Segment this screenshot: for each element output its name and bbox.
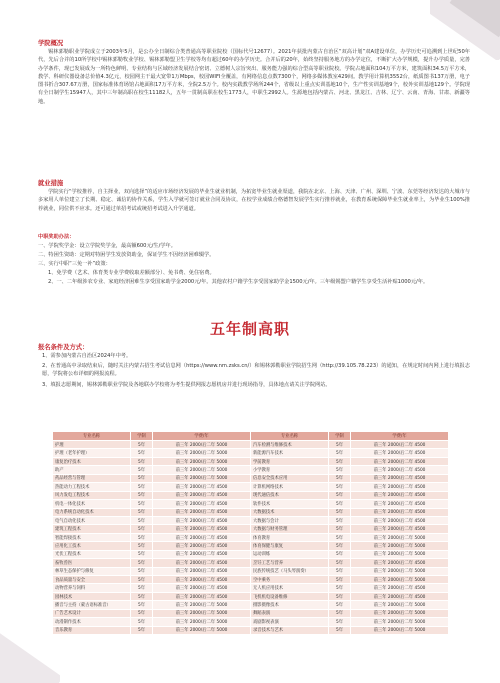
table-row (53, 457, 449, 465)
right-duration-cell: 5年 (329, 508, 351, 516)
left-duration-cell: 5年 (131, 550, 153, 558)
table-row (53, 483, 449, 491)
table-row (53, 508, 449, 516)
left-major-cell: 电力系统自动化技术 (53, 508, 131, 516)
table-row (53, 618, 449, 626)
left-duration-cell: 5年 (131, 474, 153, 482)
left-fee-cell: 前三年 2000/后二年 5000 (153, 466, 251, 474)
left-duration-cell: 5年 (131, 457, 153, 465)
right-fee-cell: 前三年 2000/后二年 4500 (351, 491, 449, 499)
table-row (53, 592, 449, 600)
right-duration-cell: 5年 (329, 592, 351, 600)
header-duration-right: 学制 (329, 432, 351, 441)
scholarship-line-1: 一、学院奖学金：设立学院奖学金，最高额600元/生/学年。 (38, 243, 176, 249)
right-fee-cell: 前三年 2000/后二年 4500 (351, 516, 449, 524)
left-fee-cell: 前三年 2000/后二年 5000 (153, 601, 251, 609)
right-duration-cell: 5年 (329, 466, 351, 474)
left-major-cell: 助产 (53, 466, 131, 474)
left-major-cell: 食品质量与安全 (53, 576, 131, 584)
left-duration-cell: 5年 (131, 567, 153, 575)
employment-title: 就业措施 (38, 180, 64, 187)
left-duration-cell: 5年 (131, 533, 153, 541)
table-row (53, 533, 449, 541)
table-row (53, 466, 449, 474)
left-major-cell: 护理（老年护理） (53, 449, 131, 457)
header-fee-right: 学费/年 (351, 432, 449, 441)
right-fee-cell: 前三年 2000/后二年 5000 (351, 567, 449, 575)
overview-paragraph (38, 48, 470, 106)
left-duration-cell: 5年 (131, 559, 153, 567)
left-duration-cell: 5年 (131, 609, 153, 617)
right-duration-cell: 5年 (329, 457, 351, 465)
right-duration-cell: 5年 (329, 601, 351, 609)
right-fee-cell: 前三年 2000/后二年 4500 (351, 483, 449, 491)
right-major-cell: 空中乘务 (251, 576, 329, 584)
corner-decoration-bottom-left (0, 633, 60, 683)
table-row (53, 474, 449, 482)
right-fee-cell: 前三年 2000/后二年 4500 (351, 441, 449, 449)
left-major-cell: 护理 (53, 441, 131, 449)
left-major-cell: 热能动力工程技术 (53, 483, 131, 491)
right-fee-cell: 前三年 2000/后二年 4500 (351, 457, 449, 465)
left-fee-cell: 前三年 2000/后二年 4500 (153, 576, 251, 584)
right-major-cell: 汽车检测与维修技术 (251, 441, 329, 449)
left-major-cell: 播音与主持（蒙古语标准音） (53, 601, 131, 609)
left-major-cell: 园林技术 (53, 592, 131, 600)
header-duration-left: 学制 (131, 432, 153, 441)
left-major-cell: 电气自动化技术 (53, 516, 131, 524)
table-row (53, 449, 449, 457)
left-major-cell: 风力发电工程技术 (53, 491, 131, 499)
left-major-cell: 动漫制作技术 (53, 618, 131, 626)
table-row (53, 576, 449, 584)
left-duration-cell: 5年 (131, 508, 153, 516)
right-major-cell: 无人机应用技术 (251, 584, 329, 592)
left-fee-cell: 前三年 2000/后二年 4500 (153, 525, 251, 533)
left-fee-cell: 前三年 2000/后二年 5000 (153, 618, 251, 626)
right-fee-cell: 前三年 2000/后二年 5000 (351, 533, 449, 541)
right-major-cell: 体育保健与康复 (251, 542, 329, 550)
left-fee-cell: 前三年 2000/后二年 4500 (153, 533, 251, 541)
left-fee-cell: 前三年 2000/后二年 5000 (153, 626, 251, 634)
left-fee-cell: 前三年 2000/后二年 4500 (153, 483, 251, 491)
right-duration-cell: 5年 (329, 609, 351, 617)
right-fee-cell: 前三年 2000/后二年 4500 (351, 500, 449, 508)
right-major-cell: 舞蹈表演 (251, 609, 329, 617)
left-major-cell: 林草生态保护与修复 (53, 567, 131, 575)
left-duration-cell: 5年 (131, 592, 153, 600)
apply-line-2-wrap (42, 362, 470, 379)
left-fee-cell: 前三年 2000/后二年 5000 (153, 474, 251, 482)
header-major-right: 专业名称 (251, 432, 329, 441)
right-fee-cell: 前三年 2000/后二年 4500 (351, 525, 449, 533)
table-row (53, 500, 449, 508)
right-fee-cell: 前三年 2000/后二年 5000 (351, 601, 449, 609)
right-fee-cell: 前三年 2000/后二年 5000 (351, 609, 449, 617)
table-row (53, 567, 449, 575)
left-fee-cell: 前三年 2000/后二年 4500 (153, 584, 251, 592)
right-major-cell: 新能源汽车技术 (251, 449, 329, 457)
left-duration-cell: 5年 (131, 441, 153, 449)
left-major-cell: 畜牧兽医 (53, 559, 131, 567)
right-fee-cell: 前三年 2000/后二年 5000 (351, 618, 449, 626)
left-duration-cell: 5年 (131, 576, 153, 584)
right-major-cell: 小学教育 (251, 466, 329, 474)
header-fee-left: 学费/年 (153, 432, 251, 441)
left-fee-cell: 前三年 2000/后二年 4500 (153, 567, 251, 575)
left-duration-cell: 5年 (131, 542, 153, 550)
table-header-row (53, 432, 449, 441)
right-fee-cell: 前三年 2000/后二年 5000 (351, 626, 449, 634)
right-duration-cell: 5年 (329, 576, 351, 584)
header-major-left: 专业名称 (53, 432, 131, 441)
apply-line-1: 1、需参加内蒙古自治区2024年中考。 (42, 353, 132, 359)
table-row (53, 609, 449, 617)
right-fee-cell: 前三年 2000/后二年 4500 (351, 474, 449, 482)
majors-table (52, 431, 449, 635)
right-duration-cell: 5年 (329, 516, 351, 524)
right-duration-cell: 5年 (329, 474, 351, 482)
left-fee-cell: 前三年 2000/后二年 4500 (153, 508, 251, 516)
employment-text: 学院实行“学校推荐，自主择业，双向选择”的适应市场经济发展的毕业生就业机制，为拓宽毕业生就业渠道，我院在北京、上海、天津、广州、深圳、宁波、东莞等经济发达的大城市与多家用人单位建立了长期、稳定、诚信的协作关系，学生入学就可签订就业合同及协议，在校学业成绩合格德智发展学生实行推荐就业，在教育系统保障毕业生就业率上，为毕业生100%推荐就业，同位供不应求。还可通过单招考试或统招考试进入升学通道。 (38, 189, 470, 212)
apply-line-3: 3、填报志愿期间，锡林郭勒职业学院及各地联办学校将为考生提供网报志愿机房并进行现场指导，具体地点请关注学院网站。 (42, 382, 331, 388)
left-major-cell: 药品经营与管理 (53, 474, 131, 482)
table-row (53, 491, 449, 499)
left-major-cell: 建筑工程技术 (53, 525, 131, 533)
right-major-cell: 学前教育 (251, 457, 329, 465)
table-row (53, 626, 449, 634)
right-duration-cell: 5年 (329, 533, 351, 541)
right-duration-cell: 5年 (329, 483, 351, 491)
scholarship-line-5-wrap (48, 278, 470, 286)
left-duration-cell: 5年 (131, 626, 153, 634)
table-row (53, 601, 449, 609)
scholarship-line-3: 三、实行中职“三免一补”政策： (38, 261, 111, 267)
right-fee-cell: 前三年 2000/后二年 4500 (351, 592, 449, 600)
left-major-cell: 智能焊接技术 (53, 533, 131, 541)
left-fee-cell: 前三年 2000/后二年 4500 (153, 592, 251, 600)
left-fee-cell: 前三年 2000/后二年 5000 (153, 449, 251, 457)
right-duration-cell: 5年 (329, 449, 351, 457)
left-duration-cell: 5年 (131, 483, 153, 491)
right-major-cell: 大数据与财务管理 (251, 525, 329, 533)
left-duration-cell: 5年 (131, 466, 153, 474)
employment-paragraph (38, 188, 470, 213)
right-major-cell: 烹饪工艺与营养 (251, 559, 329, 567)
five-year-heading: 五年制高职 (209, 320, 290, 338)
table-row (53, 542, 449, 550)
right-fee-cell: 前三年 2000/后二年 4500 (351, 508, 449, 516)
right-fee-cell: 前三年 2000/后二年 4500 (351, 466, 449, 474)
left-fee-cell: 前三年 2000/后二年 5000 (153, 457, 251, 465)
right-major-cell: 戏剧影视表演 (251, 618, 329, 626)
left-fee-cell: 前三年 2000/后二年 4500 (153, 516, 251, 524)
right-major-cell: 摄影摄像技术 (251, 601, 329, 609)
overview-title: 学院概况 (38, 40, 64, 47)
left-major-cell: 广告艺术设计 (53, 609, 131, 617)
left-duration-cell: 5年 (131, 525, 153, 533)
left-fee-cell: 前三年 2000/后二年 5000 (153, 441, 251, 449)
left-major-cell: 应用化工技术 (53, 542, 131, 550)
left-fee-cell: 前三年 2000/后二年 4500 (153, 500, 251, 508)
left-major-cell: 音乐教育 (53, 626, 131, 634)
right-duration-cell: 5年 (329, 500, 351, 508)
apply-title: 报名条件及方式： (38, 344, 89, 351)
right-duration-cell: 5年 (329, 441, 351, 449)
left-major-cell: 动物营养与饲料 (53, 584, 131, 592)
right-fee-cell: 前三年 2000/后二年 4500 (351, 584, 449, 592)
majors-table-body (53, 441, 449, 635)
left-fee-cell: 前三年 2000/后二年 4500 (153, 550, 251, 558)
right-duration-cell: 5年 (329, 559, 351, 567)
left-duration-cell: 5年 (131, 500, 153, 508)
scholarship-line-5: 2、一、二年级涉农专业、家庭经济困难生享受国家助学金2000元/年。其他农村户籍学生享受国家助学金1500元/年。三年级锡盟户籍学生享受生活补贴1000元/年。 (48, 279, 429, 285)
left-duration-cell: 5年 (131, 601, 153, 609)
table-row (53, 525, 449, 533)
right-major-cell: 体育教育 (251, 533, 329, 541)
scholarship-line-4: 1、免学费（艺术、体育类专业学费收取差额部分）、免书费、免住宿费。 (48, 270, 215, 276)
left-fee-cell: 前三年 2000/后二年 5000 (153, 609, 251, 617)
right-fee-cell: 前三年 2000/后二年 5000 (351, 542, 449, 550)
left-fee-cell: 前三年 2000/后二年 4500 (153, 559, 251, 567)
scholarship-line-2: 二、特困生资助：定期对特困学生发放资助金，保证学生不因经济困难辍学。 (38, 252, 215, 258)
left-duration-cell: 5年 (131, 584, 153, 592)
left-fee-cell: 前三年 2000/后二年 4500 (153, 542, 251, 550)
right-fee-cell: 前三年 2000/后二年 5000 (351, 550, 449, 558)
left-major-cell: 光伏工程技术 (53, 550, 131, 558)
right-duration-cell: 5年 (329, 550, 351, 558)
right-duration-cell: 5年 (329, 491, 351, 499)
left-major-cell: 机电一体化技术 (53, 500, 131, 508)
right-major-cell: 软件技术 (251, 500, 329, 508)
right-duration-cell: 5年 (329, 626, 351, 634)
right-duration-cell: 5年 (329, 542, 351, 550)
right-duration-cell: 5年 (329, 584, 351, 592)
right-fee-cell: 前三年 2000/后二年 5000 (351, 576, 449, 584)
right-major-cell: 大数据与会计 (251, 516, 329, 524)
left-duration-cell: 5年 (131, 491, 153, 499)
right-major-cell: 飞机机电设备维修 (251, 592, 329, 600)
left-duration-cell: 5年 (131, 618, 153, 626)
table-row (53, 516, 449, 524)
right-major-cell: 信息安全技术应用 (251, 474, 329, 482)
table-row (53, 559, 449, 567)
right-fee-cell: 前三年 2000/后二年 4500 (351, 449, 449, 457)
right-fee-cell: 前三年 2000/后二年 4500 (351, 559, 449, 567)
right-major-cell: 计算机网络技术 (251, 483, 329, 491)
left-duration-cell: 5年 (131, 516, 153, 524)
right-major-cell: 运动训练 (251, 550, 329, 558)
left-major-cell: 康复治疗技术 (53, 457, 131, 465)
right-major-cell: 民族传统技艺（马头琴演奏） (251, 567, 329, 575)
table-row (53, 584, 449, 592)
table-row (53, 441, 449, 449)
right-major-cell: 录音技术与艺术 (251, 626, 329, 634)
right-major-cell: 现代通信技术 (251, 491, 329, 499)
left-fee-cell: 前三年 2000/后二年 4500 (153, 491, 251, 499)
apply-line-2: 2、在普通高中录取结束后，随时关注内蒙古招生考试信息网（https://www.nm.zsks.cn/）和锡林郭勒职业学院招生网（http://39.105.78.223）的通知，在规定时间内网上进行填报志愿，学院将公布详细的网报流程。 (42, 363, 470, 378)
overview-text: 锡林郭勒职业学院成立于2003年5月，是公办全日制综合类普通高等职业院校（国标代号12677）。2021年获批内蒙古自治区“双高计划”双A建设单位，办学历史可追溯到上世纪50年代，先后合并的10所学校中锡林郭勒牧业学校、锡林郭勒盟卫生学校等均有超过60年的办学历史。合并后的20年，始终坚持服务地方的办学定位，不断扩大办学规模，提升办学质量，完善办学条件，现已发展成为一所特色鲜明、专业结构与区域经济发展结合密切、立德树人宗旨突出、服务能力强的综合型高等职业院校。学院占地面积104万平方米，建筑面积34.5万平方米，教学、科研仪器设备总价值4.3亿元，校园网主干最大宽带1万Mbps，校园WIFI全覆盖，有网络信息点数7300个，网络多媒体教室429间。教学用计算机3552台，纸质图书137万册，电子图书折合307.67万册，国家标准体育场馆占地面积17万平方米，全院2.5万个。校内实践教学场所244个，省级以上重点实训基地10个，生产性实训基地9个，校外实训基地129个。学院现有全日制学生15947人，其中三年制高职在校生11182人，五年一贯制高职在校生1773人，中职生2992人。生源地包括内蒙古、河北、黑龙江、吉林、辽宁、云南、青海、甘肃、新疆等地。 (38, 49, 470, 105)
left-duration-cell: 5年 (131, 449, 153, 457)
right-duration-cell: 5年 (329, 618, 351, 626)
right-duration-cell: 5年 (329, 567, 351, 575)
right-duration-cell: 5年 (329, 525, 351, 533)
table-row (53, 550, 449, 558)
scholarship-title: 中职奖助办法： (38, 234, 75, 240)
right-major-cell: 大数据技术 (251, 508, 329, 516)
